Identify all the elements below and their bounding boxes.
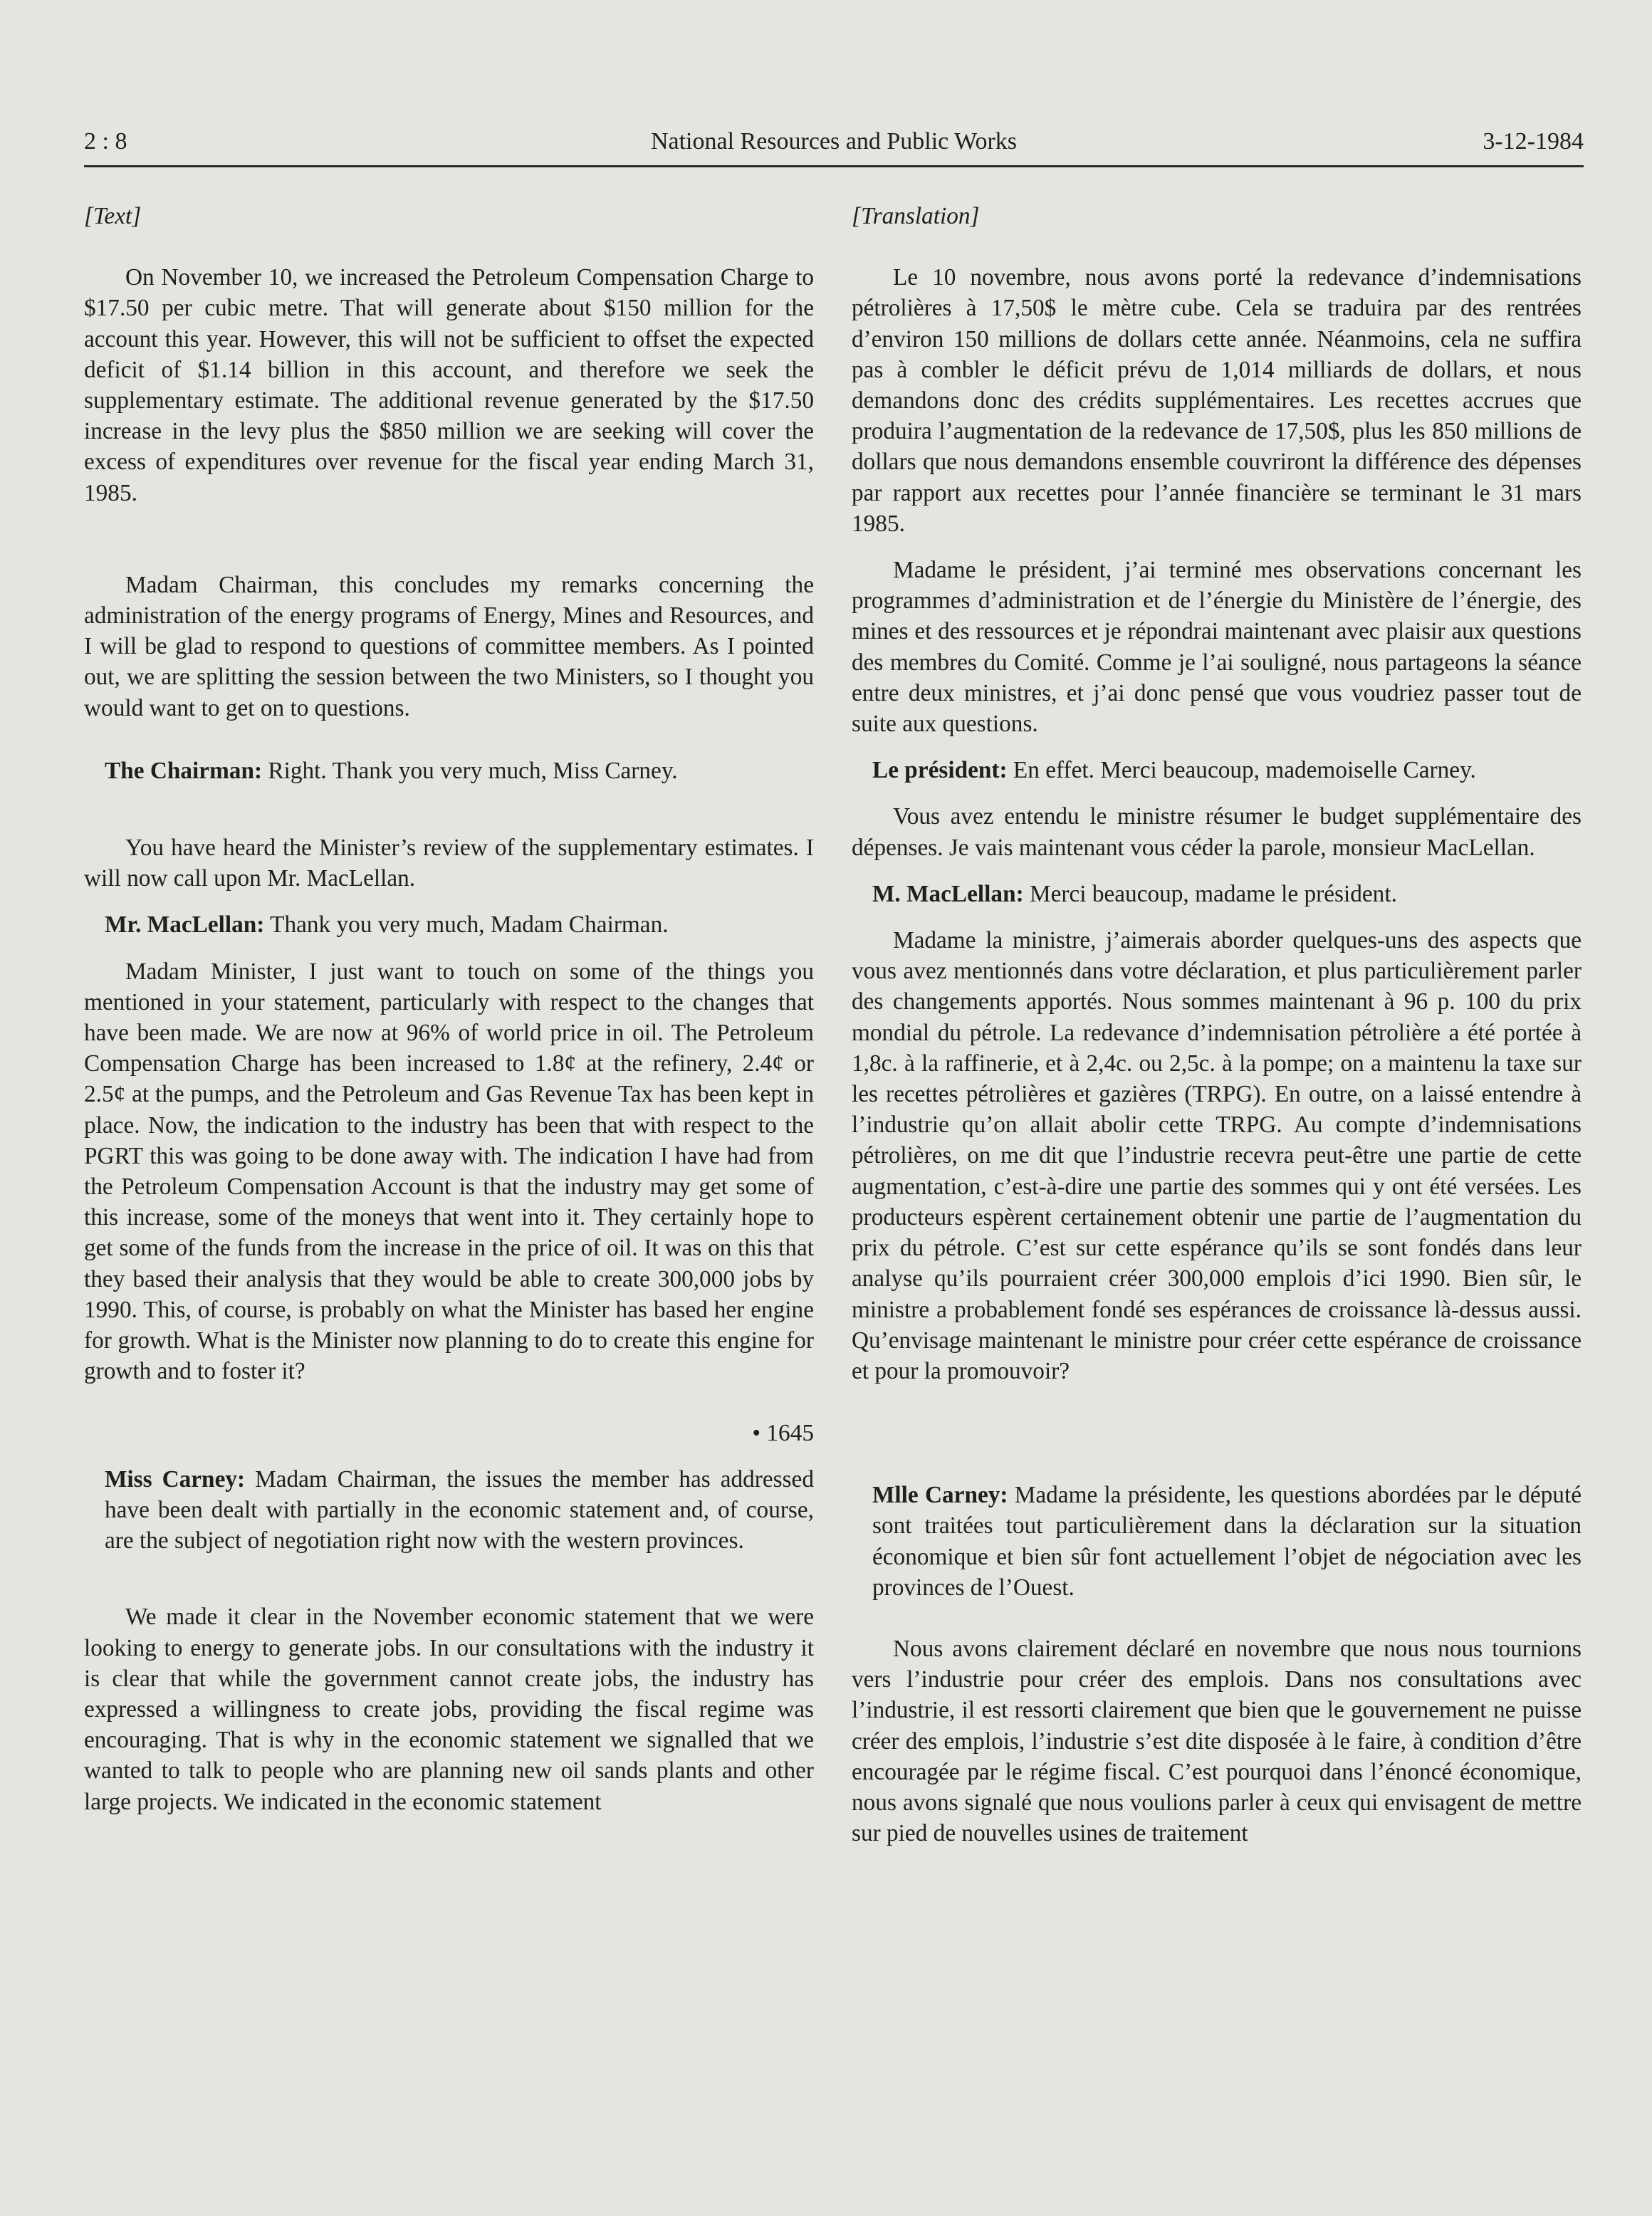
speaker-paragraph: M. MacLellan: Merci beaucoup, madame le président.: [872, 880, 1397, 907]
paragraph: Madame la ministre, j’aimerais aborder quelques-uns des aspects que vous avez mentionnés dans votre déclaration, et plus particulièrement parler des changements apportés. Nous sommes maintenant à 96 p. 100 du prix mondial du pétrole. La redevance d’indemnisation pétrolière a été portée à 1,8c. à la raffinerie, et à 2,4c. ou 2,5c. à la pompe; on a maintenu la taxe sur les recettes pétrolières et gazières (TRPG). En outre, on a laissé entendre à l’industrie qu’on allait abolir cette TRPG. Au compte d’indemnisations pétrolières, on me dit que l’industrie recevra peut-être une partie de cette augmentation, c’est-à-dire une partie des sommes qui y ont été versées. Les producteurs espèrent certainement obtenir une partie de l’augmentation du prix du pétrole. C’est sur cette espérance qu’ils se sont fondés dans leur analyse qu’ils pourraient créer 300,000 emplois d’ici 1990. Bien sûr, le ministre a probablement fondé ses espérances de croissance là-dessus aussi. Qu’envisage maintenant le ministre pour créer cette espérance de croissance et pour la promouvoir?: [852, 927, 1582, 1384]
speaker-paragraph: Miss Carney: Madam Chairman, the issues the member has addressed have been dealt with partially in the economic statement and, of course, are the subject of negotiation right now with the western provinces.: [105, 1465, 814, 1554]
language-marker: [Translation]: [852, 203, 980, 229]
page-date: 3-12-1984: [1483, 128, 1584, 155]
page-number: 2 : 8: [84, 128, 127, 155]
paragraph: Le 10 novembre, nous avons porté la redevance d’indemnisations pétrolières à 17,50$ le mètre cube. Cela se traduira par des rentrées d’environ 150 millions de dollars cette année. Néanmoins, cela ne suffira pas à combler le déficit prévu de 1,014 milliards de dollars, et nous demandons donc des crédits supplémentaires. Les recettes accrues que produira l’augmentation de la redevance de 17,50$, plus les 850 millions de dollars que nous demandons ensemble couvriront la différence des dépenses par rapport aux recettes pour l’année financière se terminant le 31 mars 1985.: [852, 264, 1582, 537]
paragraph: Madame le président, j’ai terminé mes observations concernant les programmes d’administration et de l’énergie du Ministère de l’énergie, des mines et des ressources et je répondrai maintenant avec plaisir aux questions des membres du Comité. Comme je l’ai souligné, nous partageons la séance entre deux ministres, et j’ai donc pensé que vous voudriez passer tout de suite aux questions.: [852, 557, 1582, 738]
speaker-name: M. MacLellan:: [872, 880, 1024, 907]
paragraph: Vous avez entendu le ministre résumer le budget supplémentaire des dépenses. Je vais maintenant vous céder la parole, monsieur MacLellan.: [852, 803, 1582, 861]
paragraph: On November 10, we increased the Petroleum Compensation Charge to $17.50 per cubic metre. That will generate about $150 million for the account this year. However, this will not be sufficient to offset the expected deficit of $1.14 billion in this account, and therefore we seek the supplementary estimate. The additional revenue generated by the $17.50 increase in the levy plus the $850 million we are seeking will cover the excess of expenditures over revenue for the fiscal year ending March 31, 1985.: [84, 264, 814, 506]
paragraph: We made it clear in the November economic statement that we were looking to energy to generate jobs. In our consultations with the industry it is clear that while the government cannot create jobs, the industry has expressed a willingness to create jobs, providing the fiscal regime was encouraging. That is why in the economic statement we signalled that we wanted to talk to people who are planning new oil sands plants and other large projects. We indicated in the economic statement: [84, 1604, 814, 1815]
left-column-english: [84, 201, 814, 1848]
page-title: National Resources and Public Works: [650, 128, 1018, 155]
speaker-paragraph: The Chairman: Right. Thank you very much, Miss Carney.: [105, 757, 678, 784]
speaker-name: Mlle Carney:: [872, 1482, 1008, 1509]
speaker-name: Miss Carney:: [105, 1465, 246, 1493]
page-header: [84, 125, 1584, 167]
paragraph: Nous avons clairement déclaré en novembre que nous nous tournions vers l’industrie pour créer des emplois. Dans nos consultations avec l’industrie, il est ressorti clairement que bien que le gouvernement ne puisse créer des emplois, l’industrie s’est dite disposée à le faire, à condition d’être encouragée par le régime fiscal. C’est pourquoi dans l’énoncé économique, nous avons signalé que nous voulions parler à ceux qui envisagent de mettre sur pied de nouvelles usines de traitement: [852, 1635, 1582, 1847]
paragraph: Madam Minister, I just want to touch on some of the things you mentioned in your statement, particularly with respect to the changes that have been made. We are now at 96% of world price in oil. The Petroleum Compensation Charge has been increased to 1.8¢ at the refinery, 2.4¢ or 2.5¢ at the pumps, and the Petroleum and Gas Revenue Tax has been kept in place. Now, the indication to the industry has been that with respect to the PGRT this was going to be done away with. The indication I have had from the Petroleum Compensation Account is that the industry may get some of this increase, some of the moneys that went into it. They certainly hope to get some of the funds from the increase in the price of oil. It was on this that they based their analysis that they would be able to create 300,000 jobs by 1990. This, of course, is probably on what the Minister has based her engine for growth. What is the Minister now planning to do to create this engine for growth and to foster it?: [84, 958, 814, 1385]
speaker-name: The Chairman:: [105, 757, 263, 784]
paragraph: Madam Chairman, this concludes my remarks concerning the administration of the energy programs of Energy, Mines and Resources, and I will be glad to respond to questions of committee members. As I pointed out, we are splitting the session between the two Ministers, so I thought you would want to get on to questions.: [84, 571, 814, 721]
speaker-paragraph: Le président: En effet. Merci beaucoup, mademoiselle Carney.: [872, 757, 1476, 784]
speaker-name: Le président:: [872, 757, 1008, 784]
language-marker: [Text]: [84, 203, 142, 229]
speaker-paragraph: Mlle Carney: Madame la présidente, les questions abordées par le député sont traitées tout particulièrement dans la déclaration sur la situation économique et bien sûr font actuellement l’objet de négociation avec les provinces de l’Ouest.: [872, 1482, 1582, 1601]
speaker-name: Mr. MacLellan:: [105, 911, 265, 939]
speaker-paragraph: Mr. MacLellan: Thank you very much, Madam Chairman.: [105, 911, 669, 939]
paragraph: You have heard the Minister’s review of the supplementary estimates. I will now call upon Mr. MacLellan.: [84, 835, 814, 892]
right-column-french: [852, 201, 1582, 1879]
time-marker: • 1645: [752, 1419, 814, 1446]
